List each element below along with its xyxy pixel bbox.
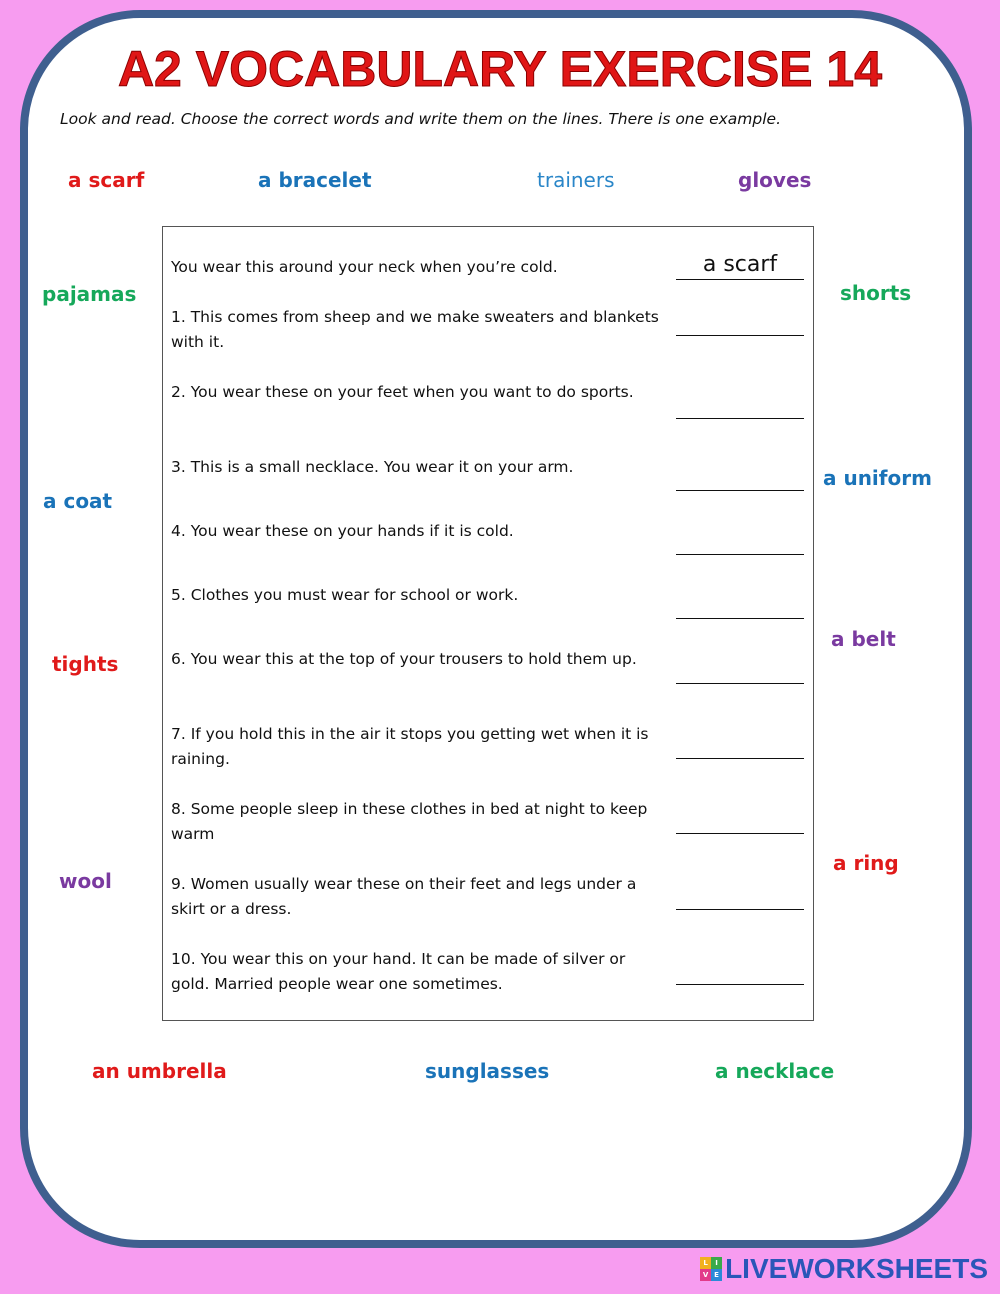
answer-input-1[interactable] [676, 311, 804, 336]
word-a-uniform[interactable]: a uniform [823, 466, 932, 490]
word-a-coat[interactable]: a coat [43, 489, 113, 513]
word-wool[interactable]: wool [59, 869, 112, 893]
answer-input-5[interactable] [676, 594, 804, 619]
badge-letter-l: L [700, 1257, 711, 1269]
liveworksheets-logo[interactable] [700, 1252, 988, 1286]
instructions: Look and read. Choose the correct words and write them on the lines. There is one example. [60, 110, 781, 128]
question-9: 9. Women usually wear these on their feet and legs under a skirt or a dress. [171, 875, 637, 918]
badge-letter-i: I [711, 1257, 722, 1269]
question-4: 4. You wear these on your hands if it is cold. [171, 522, 514, 540]
question-2: 2. You wear these on your feet when you want to do sports. [171, 383, 634, 401]
question-6: 6. You wear this at the top of your trousers to hold them up. [171, 650, 637, 668]
question-example: You wear this around your neck when you’re cold. [171, 258, 558, 276]
question-3: 3. This is a small necklace. You wear it on your arm. [171, 458, 574, 476]
answer-input-2[interactable] [676, 394, 804, 419]
answer-line-example [676, 252, 804, 280]
word-an-umbrella[interactable]: an umbrella [92, 1059, 227, 1083]
badge-letter-v: V [700, 1269, 711, 1281]
question-5: 5. Clothes you must wear for school or work. [171, 586, 519, 604]
answer-input-7[interactable] [676, 734, 804, 759]
answer-input-10[interactable] [676, 960, 804, 985]
live-badge-icon [700, 1257, 722, 1281]
answer-input-6[interactable] [676, 659, 804, 684]
question-1: 1. This comes from sheep and we make sweaters and blankets with it. [171, 308, 659, 351]
question-box [162, 226, 814, 1021]
word-a-ring[interactable]: a ring [833, 851, 899, 875]
word-sunglasses[interactable]: sunglasses [425, 1059, 550, 1083]
word-a-scarf[interactable]: a scarf [68, 168, 145, 192]
word-gloves[interactable]: gloves [738, 168, 812, 192]
word-trainers[interactable]: trainers [537, 168, 615, 192]
word-pajamas[interactable]: pajamas [42, 282, 137, 306]
word-a-bracelet[interactable]: a bracelet [258, 168, 372, 192]
page-title: A2 VOCABULARY EXERCISE 14 [117, 41, 883, 97]
word-shorts[interactable]: shorts [840, 281, 912, 305]
answer-input-4[interactable] [676, 530, 804, 555]
question-7: 7. If you hold this in the air it stops you getting wet when it is raining. [171, 725, 649, 768]
word-a-necklace[interactable]: a necklace [715, 1059, 835, 1083]
question-10: 10. You wear this on your hand. It can be made of silver or gold. Married people wear one sometimes. [171, 950, 626, 993]
answer-input-3[interactable] [676, 466, 804, 491]
answer-input-9[interactable] [676, 885, 804, 910]
answer-input-8[interactable] [676, 809, 804, 834]
badge-letter-e: E [711, 1269, 722, 1281]
answer-example: a scarf [702, 252, 778, 277]
word-tights[interactable]: tights [52, 652, 119, 676]
question-8: 8. Some people sleep in these clothes in bed at night to keep warm [171, 800, 648, 843]
word-a-belt[interactable]: a belt [831, 627, 896, 651]
logo-text: LIVEWORKSHEETS [725, 1253, 988, 1284]
